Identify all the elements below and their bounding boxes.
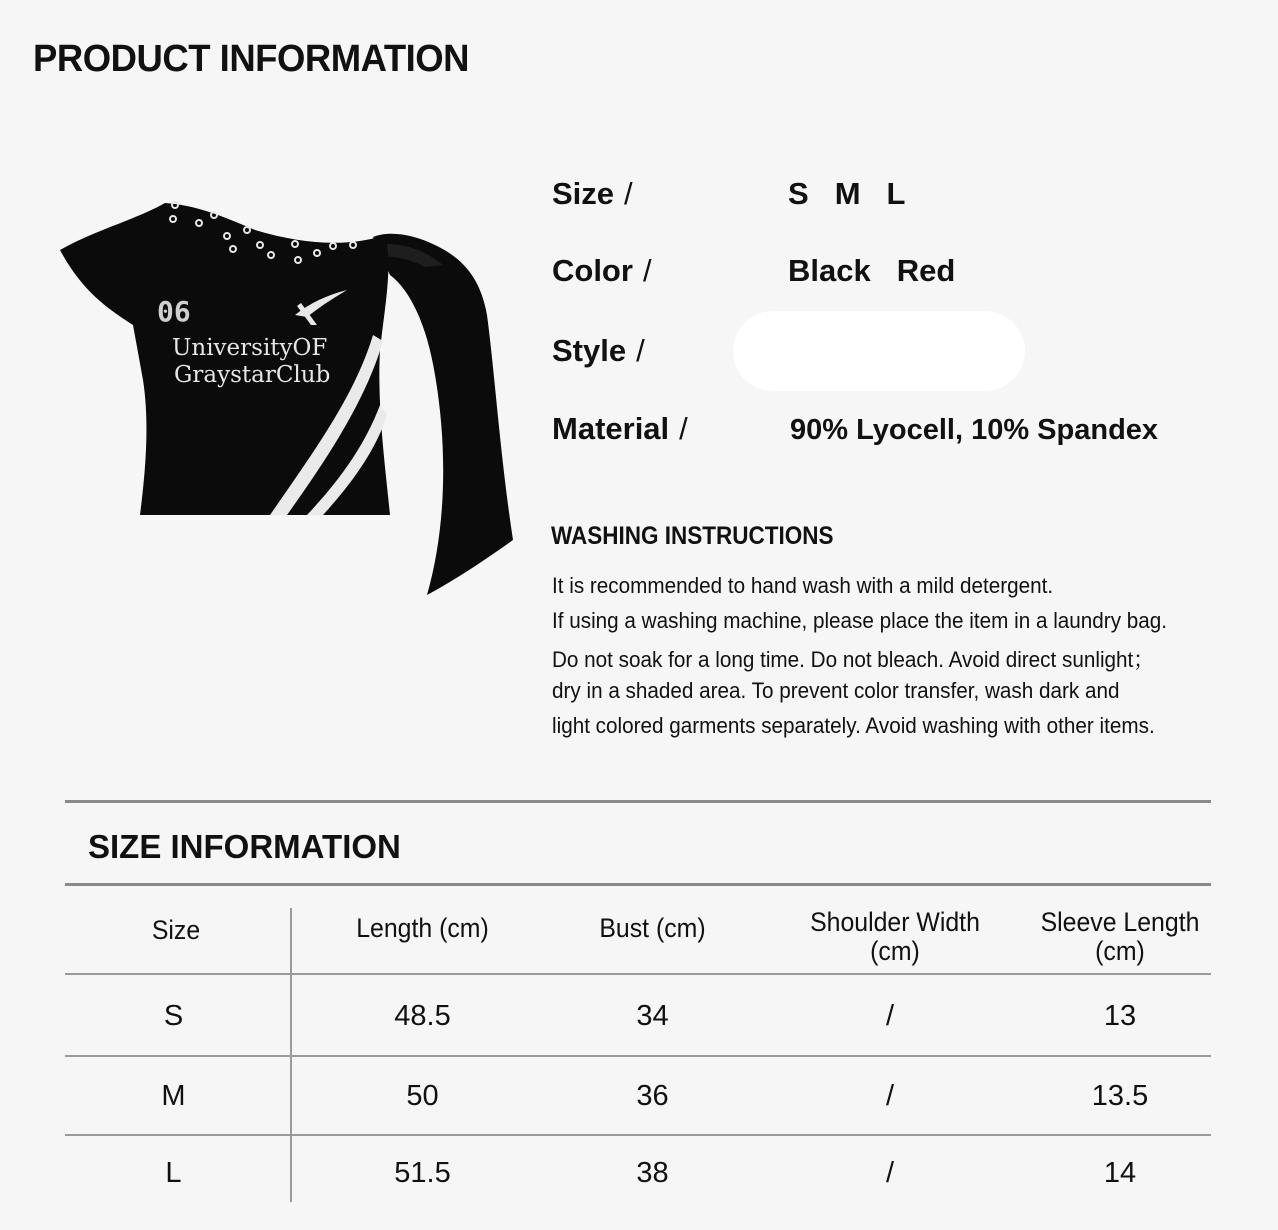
- table-cell: L: [165, 1157, 182, 1189]
- color-value: Black: [788, 253, 871, 288]
- row-rule: [65, 1055, 1211, 1057]
- row-rule: [65, 1134, 1211, 1136]
- table-cell: /: [885, 1000, 895, 1032]
- page-title: PRODUCT INFORMATION: [33, 38, 470, 80]
- washing-line: Do not soak for a long time. Do not bleach. Avoid direct sunlight；: [552, 647, 1154, 672]
- size-value: S: [788, 176, 809, 211]
- table-cell: 50: [406, 1080, 439, 1112]
- print-line-1: UniversityOF: [172, 335, 328, 361]
- washing-line: It is recommended to hand wash with a mild detergent.: [552, 573, 1054, 598]
- color-label: Color /: [552, 253, 652, 288]
- table-cell: 38: [636, 1157, 669, 1189]
- washing-line: If using a washing machine, please place the item in a laundry bag.: [552, 608, 1168, 633]
- size-label: Size /: [552, 176, 633, 211]
- table-cell: 36: [636, 1080, 669, 1112]
- table-cell: 48.5: [394, 1000, 451, 1032]
- table-header-bust: Bust (cm): [599, 913, 706, 943]
- ribbon-tie: [373, 234, 513, 595]
- table-header-length: Length (cm): [356, 913, 489, 943]
- washing-line: light colored garments separately. Avoid washing with other items.: [552, 713, 1155, 738]
- washing-line: dry in a shaded area. To prevent color transfer, wash dark and: [552, 678, 1120, 703]
- table-header-shoulder: Shoulder Width (cm): [810, 907, 980, 966]
- style-value-redaction: [733, 311, 1025, 391]
- material-value: 90% Lyocell, 10% Spandex: [790, 414, 1159, 446]
- table-cell: 13.5: [1091, 1080, 1149, 1112]
- style-label: Style /: [552, 333, 645, 368]
- color-values: [788, 253, 981, 289]
- table-cell: 14: [1103, 1157, 1137, 1189]
- table-header-size: Size: [151, 915, 201, 945]
- table-header-sleeve: Sleeve Length (cm): [1040, 907, 1200, 966]
- table-cell: 34: [636, 1000, 669, 1032]
- table-top-rule: [65, 883, 1211, 886]
- table-cell: /: [885, 1157, 895, 1189]
- product-image: [55, 175, 525, 605]
- material-label: Material /: [552, 411, 688, 446]
- color-value: Red: [896, 253, 956, 288]
- table-cell: 13: [1103, 1000, 1137, 1032]
- table-cell: /: [885, 1080, 895, 1112]
- row-rule: [65, 973, 1211, 975]
- washing-heading: WASHING INSTRUCTIONS: [551, 522, 834, 550]
- size-value: L: [886, 176, 906, 211]
- table-cell: S: [163, 1000, 184, 1032]
- print-number: 06: [157, 295, 191, 328]
- section-divider: [65, 800, 1211, 803]
- size-value: M: [834, 176, 861, 211]
- size-table-heading: SIZE INFORMATION: [88, 828, 401, 865]
- table-cell: 51.5: [394, 1157, 451, 1189]
- size-values: [788, 176, 931, 212]
- table-cell: M: [161, 1080, 186, 1112]
- print-line-2: GraystarClub: [174, 362, 331, 388]
